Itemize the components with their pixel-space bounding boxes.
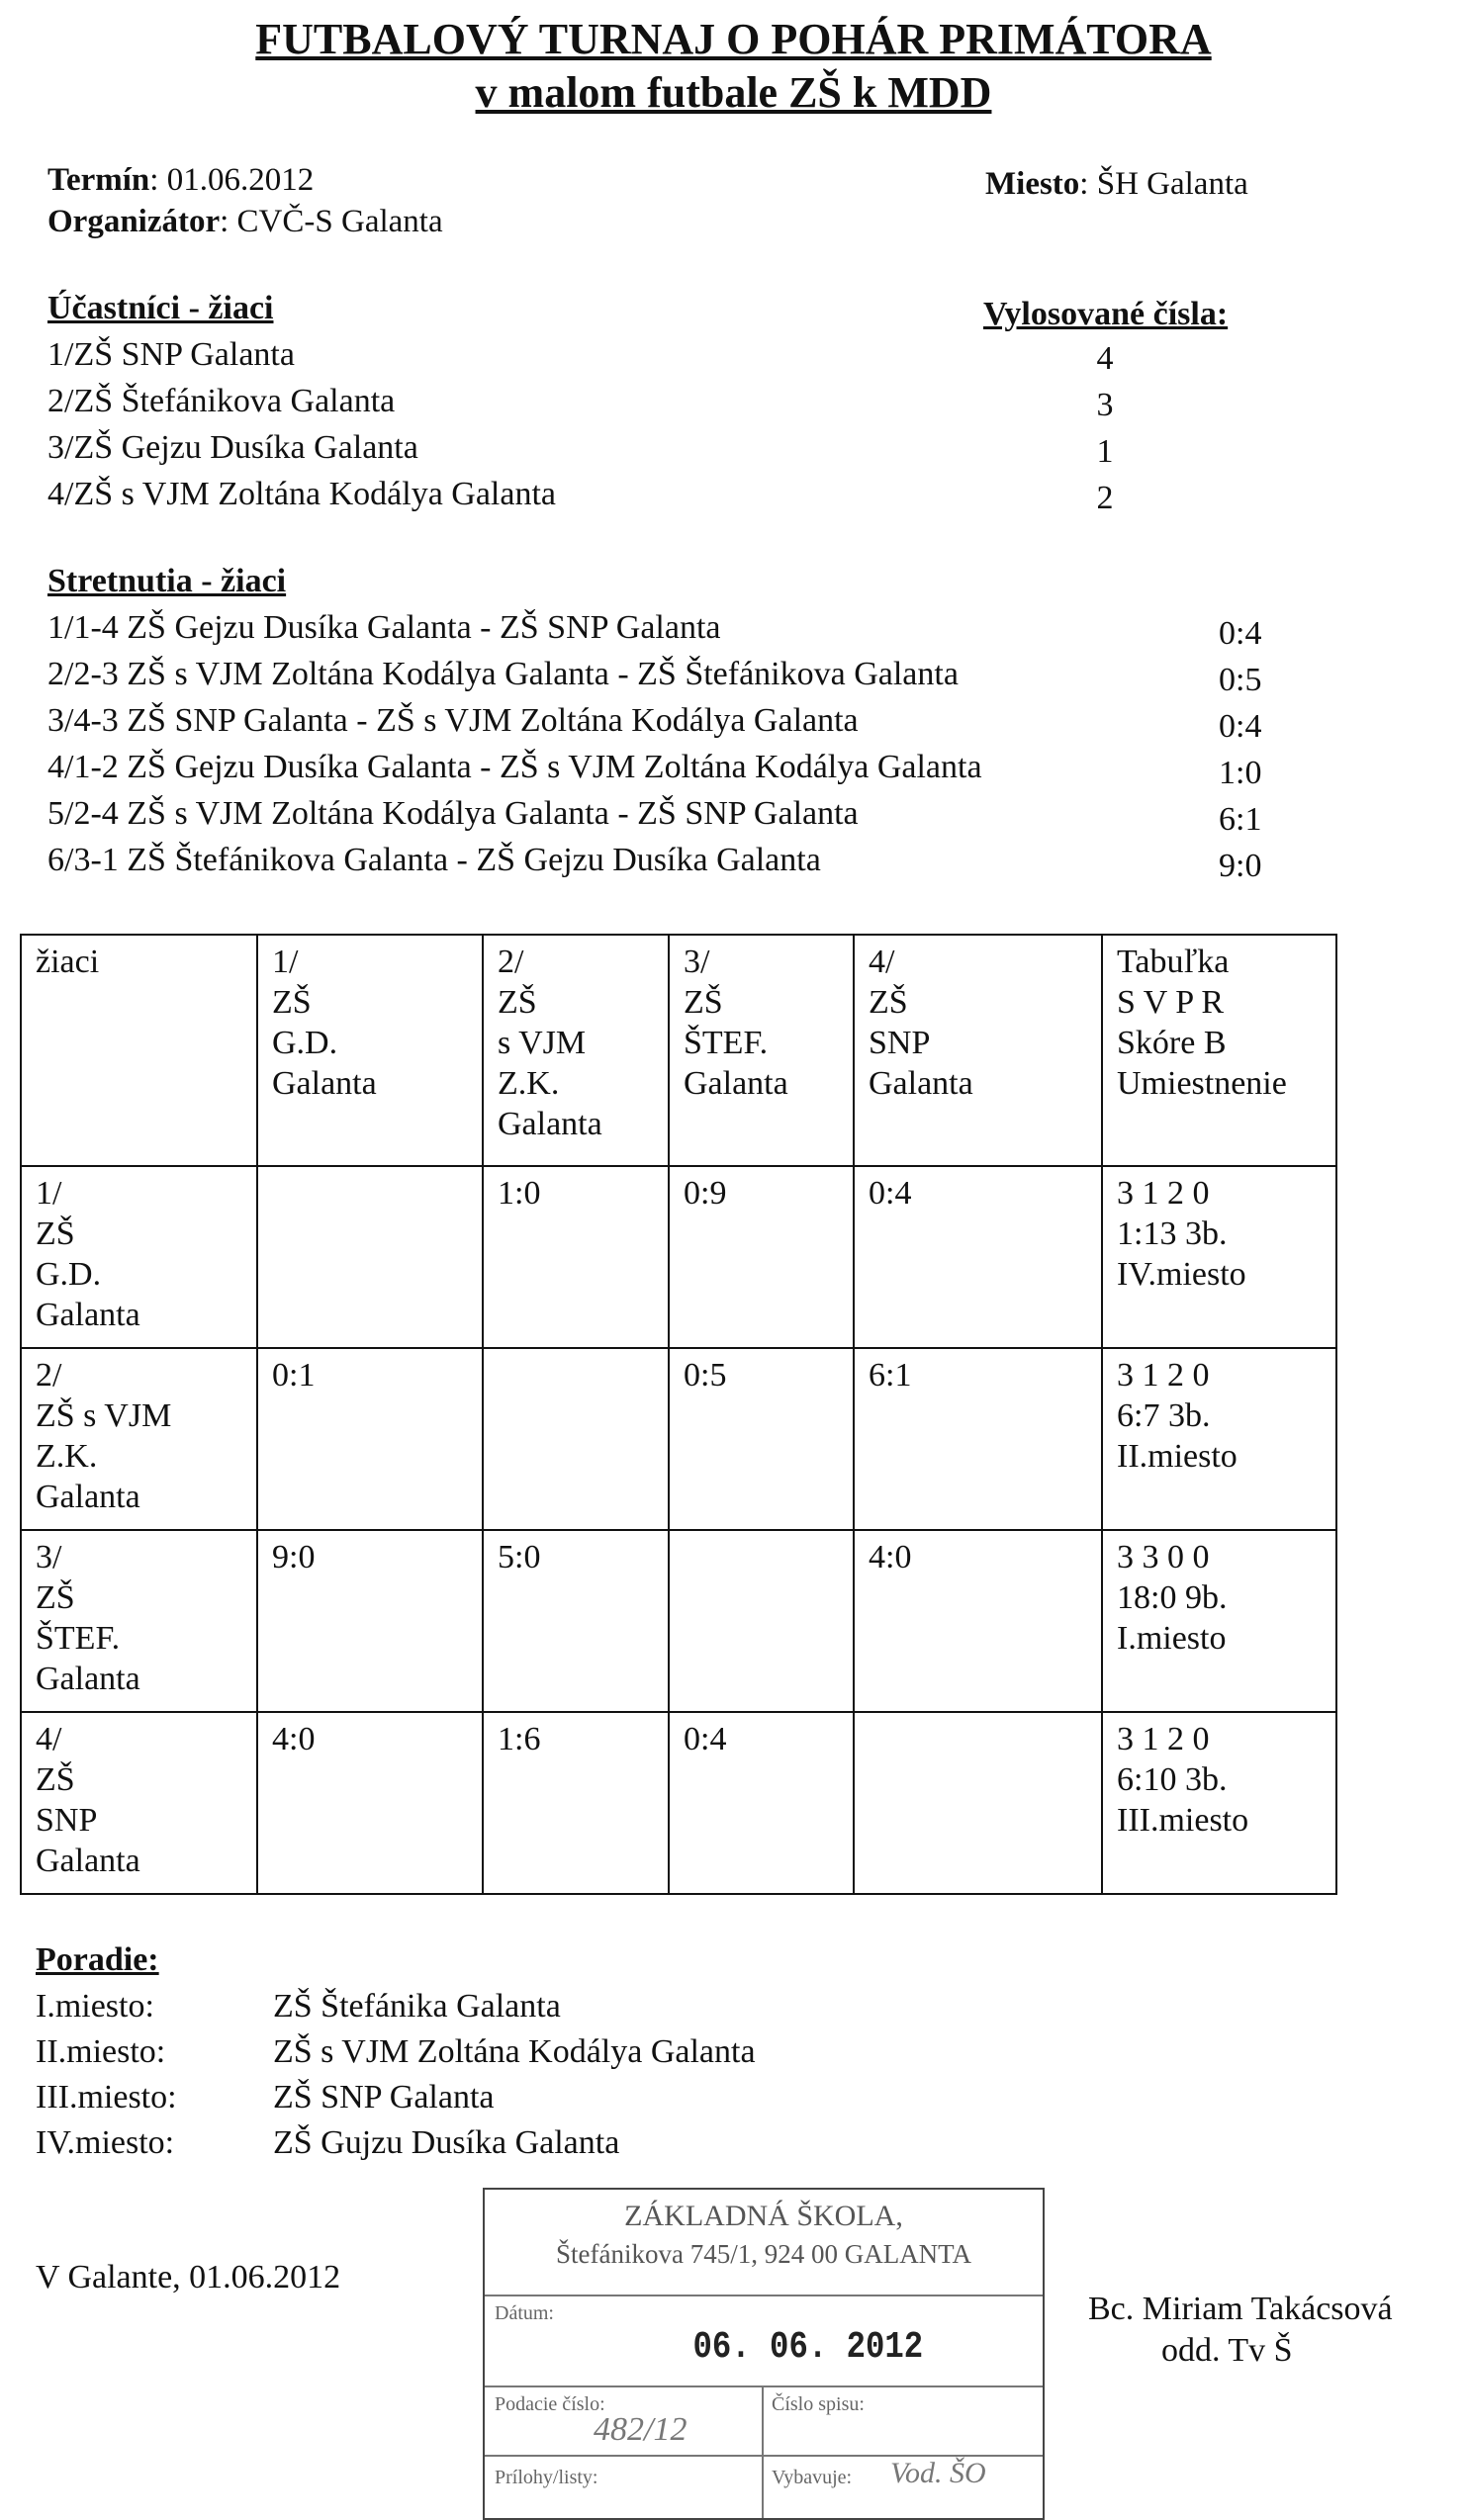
match-score: 0:5 <box>1219 662 1262 698</box>
table-row <box>21 1530 1336 1712</box>
table-cell: žiaci <box>21 935 257 1166</box>
document-subtitle: v malom futbale ZŠ k MDD <box>475 68 992 117</box>
table-cell <box>669 1530 854 1712</box>
match-score: 1:0 <box>1219 755 1262 791</box>
match-score: 9:0 <box>1219 848 1262 884</box>
table-header-row <box>21 935 1336 1166</box>
table-cell: 1/ ZŠ G.D. Galanta <box>21 1166 257 1348</box>
organizer-line: Organizátor: CVČ-S Galanta <box>47 204 443 239</box>
document-title: FUTBALOVÝ TURNAJ O POHÁR PRIMÁTORA <box>255 15 1212 63</box>
table-cell: 6:1 <box>854 1348 1102 1530</box>
match-line: 2/2-3 ZŠ s VJM Zoltána Kodálya Galanta - ZŠ Štefánikova Galanta <box>47 656 959 692</box>
match-score: 6:1 <box>1219 801 1262 838</box>
ranking-place: I.miesto: <box>36 1988 154 2025</box>
place-line: Miesto: ŠH Galanta <box>985 166 1248 202</box>
table-row <box>21 1166 1336 1348</box>
table-cell <box>483 1348 669 1530</box>
table-cell: 1/ ZŠ G.D. Galanta <box>257 935 483 1166</box>
stamp-reg-label: Podacie číslo: <box>495 2393 605 2415</box>
table-cell: 3/ ZŠ ŠTEF. Galanta <box>21 1530 257 1712</box>
ranking-team: ZŠ Gujzu Dusíka Galanta <box>273 2124 620 2161</box>
participant-name: 2/ZŠ Štefánikova Galanta <box>47 383 396 419</box>
stamp-reg-value: 482/12 <box>594 2411 688 2448</box>
table-cell: 0:5 <box>669 1348 854 1530</box>
match-line: 1/1-4 ZŠ Gejzu Dusíka Galanta - ZŠ SNP Galanta <box>47 609 721 646</box>
table-cell: 0:1 <box>257 1348 483 1530</box>
stamp-attach-label: Prílohy/listy: <box>495 2467 598 2488</box>
stamp-handler-label: Vybavuje: <box>772 2467 853 2488</box>
table-cell: 2/ ZŠ s VJM Z.K. Galanta <box>21 1348 257 1530</box>
ranking-team: ZŠ SNP Galanta <box>273 2079 495 2115</box>
stamp-date-value: 06. 06. 2012 <box>692 2326 924 2369</box>
place-date: V Galante, 01.06.2012 <box>36 2259 341 2295</box>
participant-number: 4 <box>1096 340 1114 377</box>
table-cell: 1:6 <box>483 1712 669 1894</box>
participant-number: 2 <box>1096 480 1114 516</box>
match-line: 5/2-4 ZŠ s VJM Zoltána Kodálya Galanta - ZŠ SNP Galanta <box>47 795 859 832</box>
table-cell: 3/ ZŠ ŠTEF. Galanta <box>669 935 854 1166</box>
participants-heading: Účastníci - žiaci <box>47 290 274 326</box>
registry-stamp <box>483 2188 1045 2520</box>
table-cell: 3 1 2 0 6:7 3b. II.miesto <box>1102 1348 1336 1530</box>
table-cell: Tabuľka S V P R Skóre B Umiestnenie <box>1102 935 1336 1166</box>
table-cell: 3 3 0 0 18:0 9b. I.miesto <box>1102 1530 1336 1712</box>
matches-heading: Stretnutia - žiaci <box>47 563 287 599</box>
term-line: Termín: 01.06.2012 <box>47 162 315 198</box>
participant-number: 3 <box>1096 387 1114 423</box>
table-cell: 2/ ZŠ s VJM Z.K. Galanta <box>483 935 669 1166</box>
table-row <box>21 1348 1336 1530</box>
table-cell: 4/ ZŠ SNP Galanta <box>854 935 1102 1166</box>
table-cell: 4:0 <box>257 1712 483 1894</box>
signer-role: odd. Tv Š <box>1161 2332 1293 2369</box>
stamp-file-label: Číslo spisu: <box>772 2393 865 2415</box>
table-cell: 4:0 <box>854 1530 1102 1712</box>
table-cell <box>854 1712 1102 1894</box>
participant-name: 4/ZŠ s VJM Zoltána Kodálya Galanta <box>47 476 557 512</box>
ranking-place: II.miesto: <box>36 2033 166 2070</box>
table-cell: 3 1 2 0 6:10 3b. III.miesto <box>1102 1712 1336 1894</box>
ranking-place: IV.miesto: <box>36 2124 175 2161</box>
table-cell: 9:0 <box>257 1530 483 1712</box>
ranking-team: ZŠ s VJM Zoltána Kodálya Galanta <box>273 2033 756 2070</box>
results-table <box>20 934 1337 1895</box>
signer-name: Bc. Miriam Takácsová <box>1088 2291 1393 2327</box>
table-cell: 0:4 <box>669 1712 854 1894</box>
match-line: 3/4-3 ZŠ SNP Galanta - ZŠ s VJM Zoltána Kodálya Galanta <box>47 702 859 739</box>
ranking-team: ZŠ Štefánika Galanta <box>273 1988 561 2025</box>
table-cell: 3 1 2 0 1:13 3b. IV.miesto <box>1102 1166 1336 1348</box>
match-score: 0:4 <box>1219 708 1262 745</box>
stamp-school-address: Štefánikova 745/1, 924 00 GALANTA <box>555 2239 972 2269</box>
stamp-school-name: ZÁKLADNÁ ŠKOLA, <box>624 2200 903 2232</box>
table-cell: 0:4 <box>854 1166 1102 1348</box>
ranking-place: III.miesto: <box>36 2079 177 2115</box>
stamp-date-label: Dátum: <box>495 2302 554 2324</box>
table-cell: 5:0 <box>483 1530 669 1712</box>
match-line: 6/3-1 ZŠ Štefánikova Galanta - ZŠ Gejzu Dusíka Galanta <box>47 842 821 878</box>
participant-name: 3/ZŠ Gejzu Dusíka Galanta <box>47 429 418 466</box>
table-cell: 4/ ZŠ SNP Galanta <box>21 1712 257 1894</box>
table-cell: 0:9 <box>669 1166 854 1348</box>
match-line: 4/1-2 ZŠ Gejzu Dusíka Galanta - ZŠ s VJM Zoltána Kodálya Galanta <box>47 749 982 785</box>
participant-number: 1 <box>1096 433 1114 470</box>
ranking-heading: Poradie: <box>36 1941 159 1978</box>
table-cell: 1:0 <box>483 1166 669 1348</box>
stamp-handler-value: Vod. ŠO <box>890 2457 986 2489</box>
match-score: 0:4 <box>1219 615 1262 652</box>
table-cell <box>257 1166 483 1348</box>
participant-name: 1/ZŠ SNP Galanta <box>47 336 295 373</box>
drawn-numbers-heading: Vylosované čísla: <box>983 296 1229 332</box>
table-row <box>21 1712 1336 1894</box>
